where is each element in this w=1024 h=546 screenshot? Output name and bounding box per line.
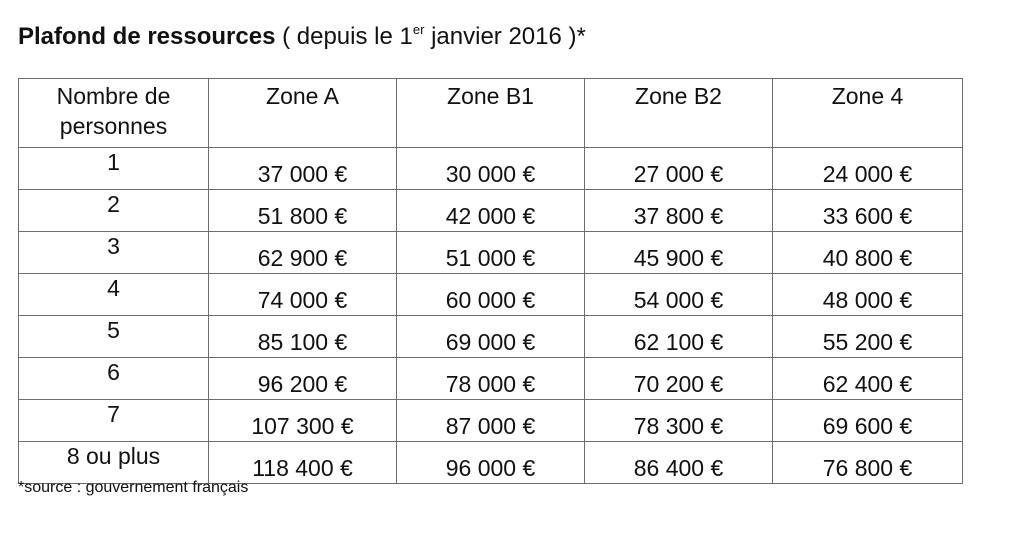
persons-cell: 6 (19, 358, 209, 400)
amount-cell: 74 000 € (209, 274, 397, 316)
amount-cell: 54 000 € (585, 274, 773, 316)
table-row (19, 316, 963, 358)
table-row (19, 148, 963, 190)
amount-cell: 62 400 € (773, 358, 963, 400)
persons-cell: 2 (19, 190, 209, 232)
amount-cell: 33 600 € (773, 190, 963, 232)
persons-cell: 5 (19, 316, 209, 358)
header-zone-b1: Zone B1 (397, 79, 585, 148)
amount-cell: 76 800 € (773, 442, 963, 484)
header-zone-4: Zone 4 (773, 79, 963, 148)
amount-cell: 40 800 € (773, 232, 963, 274)
header-zone-b2: Zone B2 (585, 79, 773, 148)
amount-cell: 62 100 € (585, 316, 773, 358)
income-ceiling-table (18, 78, 963, 484)
amount-cell: 27 000 € (585, 148, 773, 190)
amount-cell: 60 000 € (397, 274, 585, 316)
source-footnote: *source : gouvernement français (18, 479, 249, 496)
table-header-row (19, 79, 963, 148)
persons-cell: 8 ou plus (19, 442, 209, 484)
persons-cell: 4 (19, 274, 209, 316)
amount-cell: 118 400 € (209, 442, 397, 484)
amount-cell: 69 600 € (773, 400, 963, 442)
header-persons: Nombre de personnes (19, 79, 209, 148)
table-row (19, 400, 963, 442)
amount-cell: 78 300 € (585, 400, 773, 442)
amount-cell: 45 900 € (585, 232, 773, 274)
title-date-suffix: janvier 2016 )* (424, 23, 586, 50)
amount-cell: 69 000 € (397, 316, 585, 358)
amount-cell: 51 000 € (397, 232, 585, 274)
amount-cell: 85 100 € (209, 316, 397, 358)
table-row (19, 274, 963, 316)
amount-cell: 55 200 € (773, 316, 963, 358)
amount-cell: 37 000 € (209, 148, 397, 190)
amount-cell: 86 400 € (585, 442, 773, 484)
persons-cell: 1 (19, 148, 209, 190)
amount-cell: 24 000 € (773, 148, 963, 190)
amount-cell: 107 300 € (209, 400, 397, 442)
amount-cell: 37 800 € (585, 190, 773, 232)
amount-cell: 78 000 € (397, 358, 585, 400)
page-title (18, 22, 586, 52)
amount-cell: 30 000 € (397, 148, 585, 190)
amount-cell: 96 200 € (209, 358, 397, 400)
amount-cell: 42 000 € (397, 190, 585, 232)
table-row (19, 190, 963, 232)
amount-cell: 70 200 € (585, 358, 773, 400)
persons-cell: 3 (19, 232, 209, 274)
amount-cell: 51 800 € (209, 190, 397, 232)
title-superscript: er (412, 22, 425, 37)
table-row (19, 358, 963, 400)
persons-cell: 7 (19, 400, 209, 442)
amount-cell: 62 900 € (209, 232, 397, 274)
title-date-prefix: ( depuis le 1 (275, 23, 413, 50)
header-zone-a: Zone A (209, 79, 397, 148)
amount-cell: 96 000 € (397, 442, 585, 484)
amount-cell: 87 000 € (397, 400, 585, 442)
table-row (19, 232, 963, 274)
amount-cell: 48 000 € (773, 274, 963, 316)
title-main: Plafond de ressources (18, 23, 276, 50)
